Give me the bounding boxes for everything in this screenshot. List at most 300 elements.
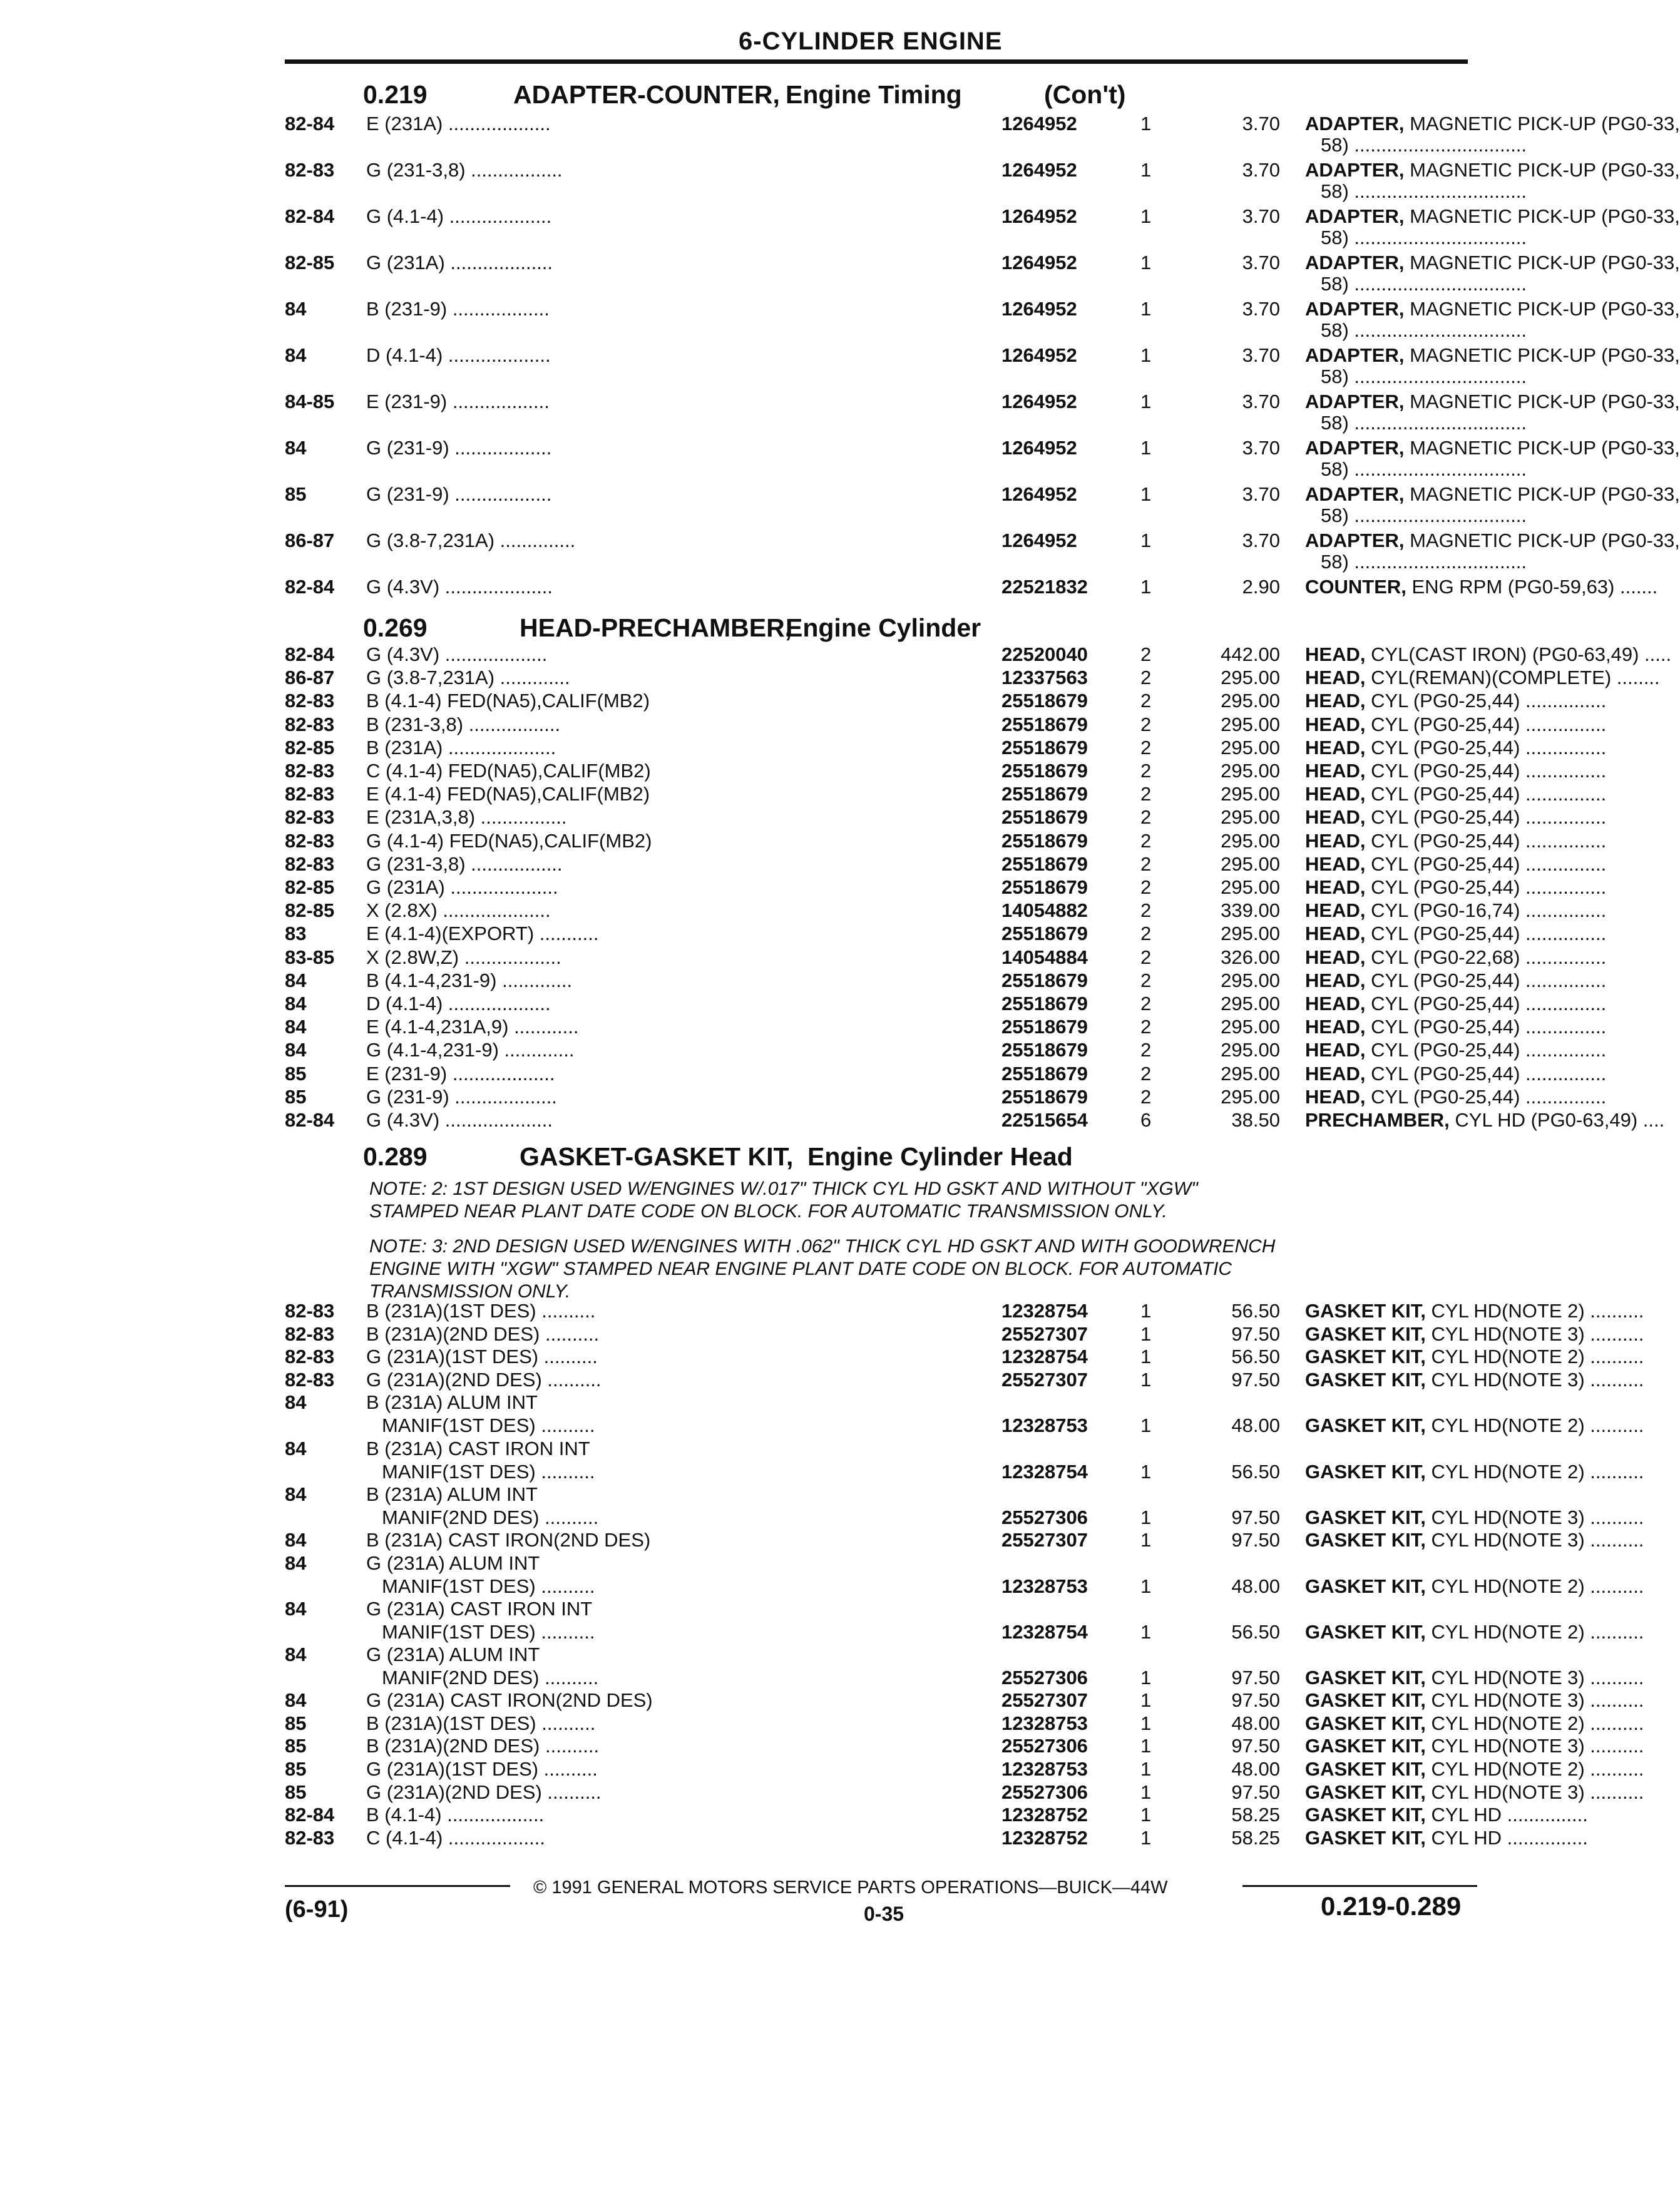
row-description-keyword: HEAD, [1305,690,1366,712]
row-description-keyword: GASKET KIT, [1305,1414,1426,1436]
row-description-text: MAGNETIC PICK-UP (PG0-33, [1404,205,1680,227]
row-description [1305,737,1607,759]
row-price: 295.00 [1221,737,1280,759]
row-model: B (231-9) .................. [366,298,550,320]
row-part-number: 25518679 [1001,737,1088,759]
row-year: 82-85 [285,876,335,898]
row-part-number: 25518679 [1001,876,1088,898]
row-model: B (231A)(1ST DES) .......... [366,1712,596,1734]
row-quantity: 2 [1140,946,1152,968]
row-model: G (231-9) .................. [366,483,552,505]
row-description-keyword: ADAPTER, [1305,344,1405,366]
row-quantity: 1 [1140,1414,1152,1436]
row-description-text: CYL HD ............... [1425,1827,1588,1849]
row-part-number: 25518679 [1001,713,1088,735]
section-name: HEAD-PRECHAMBER, [520,613,792,642]
row-model-cont: MANIF(1ST DES) .......... [382,1414,595,1436]
row-quantity: 1 [1140,1804,1152,1826]
row-part-number: 25527307 [1001,1689,1088,1711]
row-model-cont: MANIF(1ST DES) .......... [382,1461,595,1483]
row-part-number: 12328754 [1001,1300,1088,1322]
row-price: 295.00 [1221,853,1280,875]
row-description [1305,483,1680,506]
row-description [1305,667,1660,689]
row-description-cont: 58) ................................ [1321,504,1527,526]
row-description-text: CYL (PG0-25,44) ............... [1365,853,1607,875]
row-description [1305,1016,1607,1038]
row-model: B (231A) .................... [366,737,556,759]
row-part-number: 22515654 [1001,1109,1088,1131]
section-suffix: (Con't) [1044,80,1126,109]
row-part-number: 25518679 [1001,783,1088,805]
row-description-keyword: GASKET KIT, [1305,1323,1426,1345]
part-row [285,113,1680,156]
row-part-number: 25518679 [1001,1039,1088,1061]
row-part-number: 25518679 [1001,760,1088,782]
part-row [285,690,1607,713]
part-row [285,1643,1644,1689]
row-price: 97.50 [1231,1735,1280,1757]
section-number: 0.269 [363,613,428,642]
row-description-keyword: HEAD, [1305,1039,1366,1061]
row-description [1305,1621,1644,1643]
row-model: X (2.8X) .................... [366,899,551,921]
row-year: 85 [285,483,307,505]
row-price: 3.70 [1242,159,1280,181]
row-description-text: MAGNETIC PICK-UP (PG0-33, [1404,298,1680,320]
section-note: NOTE: 3: 2ND DESIGN USED W/ENGINES WITH .062" THICK CYL HD GSKT AND WITH GOODWRENCH ENGINE WITH "XGW" STAMPED NEAR ENGINE PLANT DATE CODE ON BLOCK. FOR AUTOMATIC TRANSMISSION ONLY. [369,1236,1276,1302]
section-number: 0.219 [363,80,428,109]
row-price: 3.70 [1242,391,1280,412]
row-model: D (4.1-4) ................... [366,993,551,1015]
part-row [285,923,1607,946]
row-quantity: 2 [1140,783,1152,805]
row-model: G (4.3V) ................... [366,643,548,665]
footer-rule-right [1242,1885,1477,1887]
row-price: 3.70 [1242,113,1280,135]
row-model: B (231A) ALUM INT [366,1483,538,1505]
row-description-text: CYL HD(NOTE 3) .......... [1425,1506,1644,1528]
row-description-text: CYL HD(NOTE 3) .......... [1425,1689,1644,1711]
row-part-number: 1264952 [1001,205,1077,227]
row-description-text: CYL (PG0-25,44) ............... [1365,760,1607,782]
row-description-keyword: GASKET KIT, [1305,1621,1426,1643]
row-description [1305,690,1607,712]
row-year: 82-83 [285,830,335,852]
row-part-number: 1264952 [1001,252,1077,273]
row-part-number: 25518679 [1001,690,1088,712]
row-quantity: 2 [1140,1063,1152,1085]
part-row [285,1063,1607,1086]
row-description-text: ENG RPM (PG0-59,63) ....... [1406,576,1658,598]
row-quantity: 1 [1140,483,1152,505]
row-part-number: 25527307 [1001,1323,1088,1345]
part-row [285,1016,1607,1040]
row-year: 82-85 [285,252,335,273]
row-part-number: 25518679 [1001,853,1088,875]
row-quantity: 1 [1140,1300,1152,1322]
row-description-keyword: GASKET KIT, [1305,1689,1426,1711]
row-year: 82-83 [285,806,335,828]
row-description-keyword: HEAD, [1305,993,1366,1015]
part-row [285,298,1680,341]
row-description-keyword: GASKET KIT, [1305,1300,1426,1322]
row-description-keyword: HEAD, [1305,830,1366,852]
part-row [285,1483,1644,1528]
row-quantity: 1 [1140,1346,1152,1367]
row-price: 295.00 [1221,969,1280,991]
row-quantity: 2 [1140,853,1152,875]
row-quantity: 1 [1140,1506,1152,1528]
row-part-number: 12337563 [1001,667,1088,688]
row-model: E (231A) ................... [366,113,551,135]
row-description-keyword: HEAD, [1305,806,1366,828]
row-model: E (4.1-4,231A,9) ............ [366,1016,579,1038]
row-price: 326.00 [1221,946,1280,968]
row-description [1305,783,1607,805]
row-description-keyword: GASKET KIT, [1305,1827,1426,1849]
row-price: 295.00 [1221,806,1280,828]
row-price: 56.50 [1231,1461,1280,1483]
part-row [285,1346,1644,1369]
row-quantity: 1 [1140,1461,1152,1483]
row-description [1305,344,1680,367]
row-year: 85 [285,1735,307,1757]
part-row [285,483,1680,526]
section-note: NOTE: 2: 1ST DESIGN USED W/ENGINES W/.017" THICK CYL HD GSKT AND WITHOUT "XGW" STAMPED NEAR PLANT DATE CODE ON BLOCK. FOR AUTOMATIC TRANSMISSION ONLY. [369,1178,1198,1222]
row-price: 295.00 [1221,830,1280,852]
header-rule [285,59,1468,64]
row-description [1305,713,1607,736]
row-quantity: 1 [1140,1667,1152,1689]
row-price: 295.00 [1221,760,1280,782]
part-row [285,1300,1644,1324]
row-year: 84 [285,1483,307,1505]
row-description-text: CYL HD(NOTE 2) .......... [1425,1712,1644,1734]
row-year: 84-85 [285,391,335,412]
row-year: 86-87 [285,529,335,551]
row-description-text: CYL HD(NOTE 2) .......... [1425,1414,1644,1436]
row-quantity: 1 [1140,298,1152,320]
row-description [1305,205,1680,228]
row-quantity: 1 [1140,576,1152,598]
row-year: 82-83 [285,783,335,805]
row-description-text: CYL (PG0-25,44) ............... [1365,783,1607,805]
row-model-cont: MANIF(1ST DES) .......... [382,1575,595,1597]
footer-date: (6-91) [285,1896,349,1923]
row-description-keyword: GASKET KIT, [1305,1667,1426,1689]
row-part-number: 1264952 [1001,437,1077,459]
row-price: 48.00 [1231,1758,1280,1780]
row-model: E (231-9) ................... [366,1063,555,1085]
row-description-text: CYL HD(NOTE 3) .......... [1425,1781,1644,1803]
part-row [285,946,1607,970]
row-description-cont: 58) ................................ [1321,412,1527,434]
row-year: 86-87 [285,667,335,688]
part-row [285,876,1607,900]
row-description-keyword: ADAPTER, [1305,113,1405,135]
row-description-text: MAGNETIC PICK-UP (PG0-33, [1404,437,1680,459]
row-description-cont: 58) ................................ [1321,180,1527,202]
row-part-number: 25518679 [1001,969,1088,991]
row-description-keyword: HEAD, [1305,1086,1366,1108]
row-quantity: 1 [1140,205,1152,227]
row-year: 82-83 [285,713,335,735]
row-price: 3.70 [1242,344,1280,366]
row-quantity: 1 [1140,252,1152,273]
row-price: 48.00 [1231,1712,1280,1734]
section-1-heading [363,613,1477,645]
row-description-cont: 58) ................................ [1321,458,1527,480]
row-quantity: 2 [1140,737,1152,759]
row-year: 82-83 [285,690,335,712]
row-description [1305,1827,1588,1849]
row-description [1305,1506,1644,1529]
row-part-number: 12328754 [1001,1461,1088,1483]
row-description [1305,1758,1644,1781]
row-model: G (231A) ................... [366,252,553,273]
row-description-text: CYL HD(NOTE 3) .......... [1425,1369,1644,1391]
row-description-text: MAGNETIC PICK-UP (PG0-33, [1404,344,1680,366]
row-price: 295.00 [1221,923,1280,944]
row-model: B (231A)(2ND DES) .......... [366,1735,600,1757]
row-part-number: 25518679 [1001,1016,1088,1038]
section-subname: Engine Cylinder [786,613,981,642]
row-model: E (4.1-4) FED(NA5),CALIF(MB2) [366,783,650,805]
row-description-keyword: HEAD, [1305,643,1366,665]
row-part-number: 25518679 [1001,830,1088,852]
row-description-text: MAGNETIC PICK-UP (PG0-33, [1404,159,1680,181]
row-model: G (231-3,8) ................. [366,159,563,181]
row-description [1305,1369,1644,1391]
row-description-text: MAGNETIC PICK-UP (PG0-33, [1404,483,1680,505]
row-description [1305,1323,1644,1346]
row-model: G (4.1-4,231-9) ............. [366,1039,575,1061]
row-year: 82-83 [285,1369,335,1391]
row-description-text: MAGNETIC PICK-UP (PG0-33, [1404,252,1680,273]
row-description-keyword: GASKET KIT, [1305,1461,1426,1483]
part-row [285,760,1607,784]
row-description-text: CYL (PG0-22,68) ............... [1365,946,1607,968]
row-description-keyword: GASKET KIT, [1305,1506,1426,1528]
row-year: 82-85 [285,899,335,921]
row-description-keyword: ADAPTER, [1305,391,1405,412]
row-description-text: CYL (PG0-25,44) ............... [1365,690,1607,712]
row-year: 82-83 [285,1827,335,1849]
footer-range: 0.219-0.289 [1321,1891,1462,1921]
row-description [1305,760,1607,782]
row-description [1305,1804,1588,1826]
row-part-number: 1264952 [1001,113,1077,135]
row-part-number: 25518679 [1001,993,1088,1015]
row-year: 84 [285,1643,307,1665]
part-row [285,1438,1644,1483]
row-part-number: 25527306 [1001,1506,1088,1528]
row-price: 97.50 [1231,1506,1280,1528]
row-quantity: 2 [1140,643,1152,665]
row-year: 84 [285,1039,307,1061]
row-description-text: CYL (PG0-25,44) ............... [1365,876,1607,898]
row-description [1305,899,1607,922]
row-model: G (231A)(2ND DES) .......... [366,1781,602,1803]
row-description-text: CYL (PG0-25,44) ............... [1365,1063,1607,1085]
row-description [1305,1109,1665,1132]
part-row [285,576,1658,600]
row-description-keyword: GASKET KIT, [1305,1369,1426,1391]
row-price: 97.50 [1231,1689,1280,1711]
row-description-keyword: HEAD, [1305,783,1366,805]
row-quantity: 2 [1140,690,1152,712]
row-model: B (4.1-4,231-9) ............. [366,969,573,991]
row-description-text: CYL HD (PG0-63,49) .... [1449,1109,1665,1131]
row-description-text: MAGNETIC PICK-UP (PG0-33, [1404,391,1680,412]
row-description [1305,1712,1644,1735]
row-year: 84 [285,1529,307,1551]
row-price: 295.00 [1221,1086,1280,1108]
row-description-text: CYL (PG0-25,44) ............... [1365,806,1607,828]
part-row [285,1109,1665,1133]
section-0-heading [363,80,1477,111]
row-description-keyword: ADAPTER, [1305,483,1405,505]
row-quantity: 1 [1140,1529,1152,1551]
row-description-cont: 58) ................................ [1321,273,1527,295]
row-part-number: 14054882 [1001,899,1088,921]
part-row [285,1086,1607,1110]
row-description [1305,969,1607,992]
part-row [285,1039,1607,1063]
row-price: 3.70 [1242,483,1280,505]
row-year: 82-84 [285,113,335,135]
part-row [285,1758,1644,1782]
row-description [1305,643,1672,666]
row-price: 58.25 [1231,1827,1280,1849]
row-year: 82-83 [285,853,335,875]
row-part-number: 1264952 [1001,483,1077,505]
row-model: G (231A) CAST IRON INT [366,1598,593,1620]
row-part-number: 1264952 [1001,391,1077,412]
part-row [285,899,1607,923]
row-part-number: 12328753 [1001,1575,1088,1597]
row-price: 3.70 [1242,252,1280,273]
row-price: 97.50 [1231,1781,1280,1803]
row-quantity: 2 [1140,667,1152,688]
row-price: 295.00 [1221,690,1280,712]
section-number: 0.289 [363,1142,428,1171]
row-quantity: 1 [1140,391,1152,412]
row-part-number: 12328754 [1001,1346,1088,1367]
row-price: 97.50 [1231,1667,1280,1689]
row-model: G (231A) ALUM INT [366,1643,540,1665]
row-model: G (231A) CAST IRON(2ND DES) [366,1689,653,1711]
row-price: 38.50 [1231,1109,1280,1131]
row-description [1305,113,1680,135]
row-model: E (4.1-4)(EXPORT) ........... [366,923,599,944]
row-description [1305,853,1607,876]
row-description-cont: 58) ................................ [1321,551,1527,573]
row-description-keyword: HEAD, [1305,1063,1366,1085]
row-description-cont: 58) ................................ [1321,365,1527,387]
section-subname: Engine Cylinder Head [807,1142,1073,1171]
row-quantity: 1 [1140,1712,1152,1734]
row-model: G (3.8-7,231A) ............. [366,667,570,688]
row-quantity: 1 [1140,1781,1152,1803]
row-year: 84 [285,1438,307,1459]
row-quantity: 1 [1140,1735,1152,1757]
row-description [1305,1667,1644,1689]
row-part-number: 12328752 [1001,1804,1088,1826]
row-quantity: 1 [1140,1827,1152,1849]
row-quantity: 1 [1140,344,1152,366]
section-subname: Engine Timing [786,80,962,109]
part-row [285,713,1607,737]
row-year: 84 [285,1016,307,1038]
row-description [1305,159,1680,181]
row-model: D (4.1-4) ................... [366,344,551,366]
row-description-keyword: HEAD, [1305,737,1366,759]
part-row [285,159,1680,202]
part-row [285,667,1660,690]
part-row [285,783,1607,807]
row-quantity: 2 [1140,969,1152,991]
row-description-text: CYL (PG0-25,44) ............... [1365,1086,1607,1108]
row-description [1305,1346,1644,1368]
row-description-text: CYL HD(NOTE 3) .......... [1425,1529,1644,1551]
row-year: 82-84 [285,205,335,227]
row-description-keyword: HEAD, [1305,713,1366,735]
part-row [285,1712,1644,1736]
row-price: 48.00 [1231,1414,1280,1436]
row-year: 84 [285,1552,307,1574]
row-part-number: 25527307 [1001,1529,1088,1551]
part-row [285,1804,1588,1827]
row-model: G (4.3V) .................... [366,576,553,598]
row-description [1305,1529,1644,1551]
row-quantity: 1 [1140,1323,1152,1345]
row-quantity: 1 [1140,529,1152,551]
row-description [1305,1781,1644,1804]
row-price: 56.50 [1231,1346,1280,1367]
row-part-number: 12328753 [1001,1712,1088,1734]
row-year: 85 [285,1781,307,1803]
row-description-keyword: GASKET KIT, [1305,1346,1426,1367]
row-price: 56.50 [1231,1621,1280,1643]
row-model: B (231-3,8) ................. [366,713,561,735]
row-year: 84 [285,437,307,459]
row-description-text: CYL HD(NOTE 3) .......... [1425,1667,1644,1689]
row-description-keyword: COUNTER, [1305,576,1406,598]
row-description-text: CYL (PG0-16,74) ............... [1365,899,1607,921]
row-description-text: CYL (PG0-25,44) ............... [1365,1016,1607,1038]
row-year: 85 [285,1758,307,1780]
row-description [1305,529,1680,552]
row-model: G (4.3V) .................... [366,1109,553,1131]
row-price: 295.00 [1221,876,1280,898]
part-row [285,1598,1644,1643]
row-part-number: 25527307 [1001,1369,1088,1391]
row-description-text: CYL HD(NOTE 2) .......... [1425,1575,1644,1597]
row-quantity: 1 [1140,1758,1152,1780]
part-row [285,344,1680,387]
row-part-number: 22520040 [1001,643,1088,665]
row-description [1305,252,1680,274]
part-row [285,1552,1644,1597]
row-description-keyword: GASKET KIT, [1305,1529,1426,1551]
row-year: 82-83 [285,1323,335,1345]
row-price: 295.00 [1221,1063,1280,1085]
row-part-number: 25518679 [1001,806,1088,828]
row-year: 84 [285,1391,307,1413]
row-part-number: 25527306 [1001,1735,1088,1757]
